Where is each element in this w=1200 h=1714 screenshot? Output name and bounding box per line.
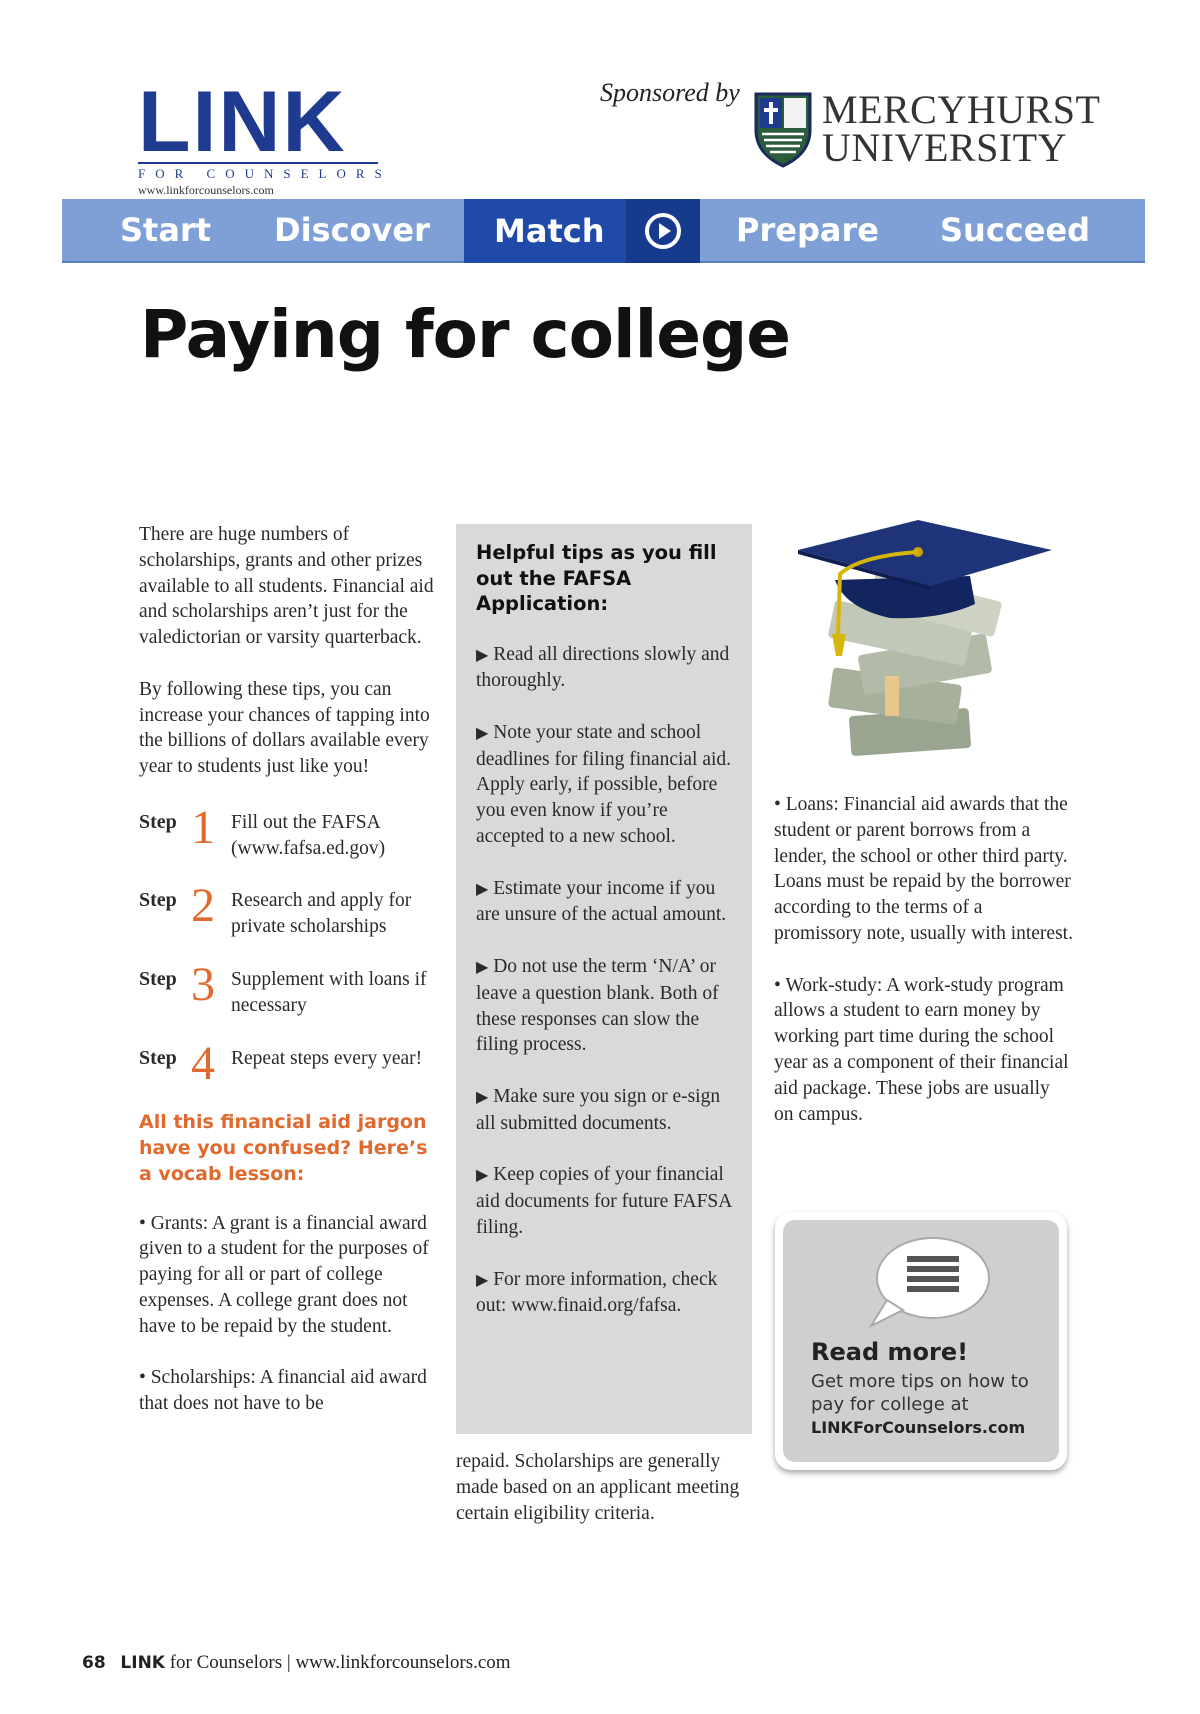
- vocab-grants: • Grants: A grant is a financial award given to a student for the purposes of paying for all or part of college expenses. A college grant does not have to be repaid by the student.: [139, 1212, 429, 1337]
- read-more-link[interactable]: LINKForCounselors.com: [811, 1418, 1026, 1437]
- section-nav: [62, 199, 1145, 263]
- university-shield-icon: [752, 90, 814, 168]
- sponsor-name: [822, 87, 1101, 170]
- nav-succeed[interactable]: Succeed: [940, 211, 1091, 249]
- fafsa-tips-box: [456, 524, 752, 1434]
- tip-item: [476, 642, 732, 695]
- step-text: Fill out the FAFSA (www.fafsa.ed.gov): [231, 811, 386, 859]
- step-item: [139, 1036, 435, 1090]
- vocab-heading: All this financial aid jargon have you confused? Here’s a vocab lesson:: [139, 1110, 428, 1185]
- step-number: 1: [191, 800, 215, 854]
- logo-url: www.linkforcounselors.com: [138, 183, 274, 197]
- step-label: Step: [139, 810, 177, 833]
- logo-word: LINK: [138, 74, 347, 170]
- vocab-scholarships: • Scholarships: A financial aid award that does not have to be: [139, 1367, 427, 1415]
- tip-text: For more information, check out: www.finaid.org/fafsa.: [476, 1268, 718, 1317]
- step-number: 3: [191, 957, 215, 1011]
- read-more-title: Read more!: [811, 1338, 969, 1366]
- read-more-text: Get more tips on how to pay for college at: [811, 1371, 1029, 1415]
- step-text: Supplement with loans if necessary: [231, 968, 427, 1016]
- tip-text: Do not use the term ‘N/A’ or leave a question blank. Both of these responses can slow the filing process.: [476, 956, 719, 1056]
- arrow-icon: ▶: [476, 1089, 489, 1107]
- vocab-loans: • Loans: Financial aid awards that the student or parent borrows from a lender, the school or other third party. Loans must be repaid by the borrower according to the terms of a promissory note, usually with interest.: [774, 794, 1073, 944]
- step-item: [139, 879, 435, 940]
- intro-paragraph-2: By following these tips, you can increase your chances of tapping into the billions of dollars available every year to students just like you!: [139, 678, 430, 778]
- step-label: Step: [139, 967, 177, 990]
- tip-text: Keep copies of your financial aid documents for future FAFSA filing.: [476, 1164, 732, 1239]
- step-text: Repeat steps every year!: [231, 1047, 423, 1069]
- tip-text: Read all directions slowly and thoroughly.: [476, 643, 730, 692]
- speech-bubble-icon: [863, 1234, 993, 1334]
- footer-text: for Counselors | www.linkforcounselors.com: [169, 1652, 511, 1673]
- read-more-inner: [783, 1220, 1059, 1462]
- footer-brand: LINK: [120, 1653, 165, 1673]
- step-number: 4: [191, 1036, 215, 1090]
- steps-list: [139, 800, 435, 1090]
- logo-subtitle: FOR COUNSELORS: [138, 162, 378, 182]
- nav-play-button[interactable]: [626, 199, 700, 263]
- arrow-icon: ▶: [476, 724, 489, 742]
- step-number: 2: [191, 879, 215, 933]
- tip-text: Make sure you sign or e-sign all submitted documents.: [476, 1086, 721, 1134]
- tip-text: Note your state and school deadlines for filing financial aid. Apply early, if possible, before you even know if you’re accepted to a new school.: [476, 721, 732, 848]
- sponsor-name-line2: UNIVERSITY: [822, 125, 1067, 170]
- step-item: [139, 957, 435, 1019]
- step-item: [139, 800, 435, 862]
- tip-item: [476, 1162, 732, 1240]
- graduation-cap-money-icon: [790, 516, 1060, 766]
- page-title: Paying for college: [140, 296, 791, 373]
- arrow-icon: ▶: [476, 959, 489, 977]
- sponsor-name-line1: MERCYHURST: [822, 87, 1101, 132]
- step-label: Step: [139, 1046, 177, 1069]
- tip-item: [476, 720, 732, 850]
- nav-match-active[interactable]: [464, 199, 700, 263]
- nav-start[interactable]: Start: [120, 211, 212, 249]
- nav-discover[interactable]: Discover: [274, 211, 430, 249]
- read-more-box[interactable]: [775, 1212, 1067, 1470]
- link-logo: [138, 74, 392, 198]
- tip-item: [476, 954, 732, 1058]
- play-circle-icon: [643, 211, 683, 251]
- tip-item: [476, 1267, 732, 1320]
- tip-item: [476, 1084, 732, 1137]
- arrow-icon: ▶: [476, 646, 489, 664]
- vocab-work-study: • Work-study: A work-study program allows a student to earn money by working part time during the school year as a component of their financial aid package. These jobs are usually on campus.: [774, 974, 1069, 1125]
- tip-text: Estimate your income if you are unsure of the actual amount.: [476, 877, 727, 926]
- step-label: Step: [139, 889, 177, 912]
- scholarships-continuation: repaid. Scholarships are generally made based on an applicant meeting certain eligibility criteria.: [456, 1451, 740, 1524]
- step-text: Research and apply for private scholarships: [231, 890, 412, 938]
- right-column: [774, 792, 1074, 1153]
- arrow-icon: ▶: [476, 1271, 489, 1289]
- nav-prepare[interactable]: Prepare: [736, 211, 879, 249]
- nav-match: Match: [494, 212, 605, 250]
- sponsor-logo: [752, 87, 1101, 170]
- intro-paragraph-1: There are huge numbers of scholarships, grants and other prizes available to all students. Financial aid and scholarships aren’t just for the valedictorian or varsity quarterback.: [139, 524, 434, 649]
- arrow-icon: ▶: [476, 1167, 489, 1185]
- left-column: [139, 522, 435, 1443]
- page-footer: [82, 1652, 511, 1674]
- sponsor-label: Sponsored by: [600, 78, 740, 107]
- page-number: 68: [82, 1653, 106, 1673]
- tip-item: [476, 876, 732, 929]
- tips-heading: Helpful tips as you fill out the FAFSA Application:: [476, 541, 717, 615]
- arrow-icon: ▶: [476, 880, 489, 898]
